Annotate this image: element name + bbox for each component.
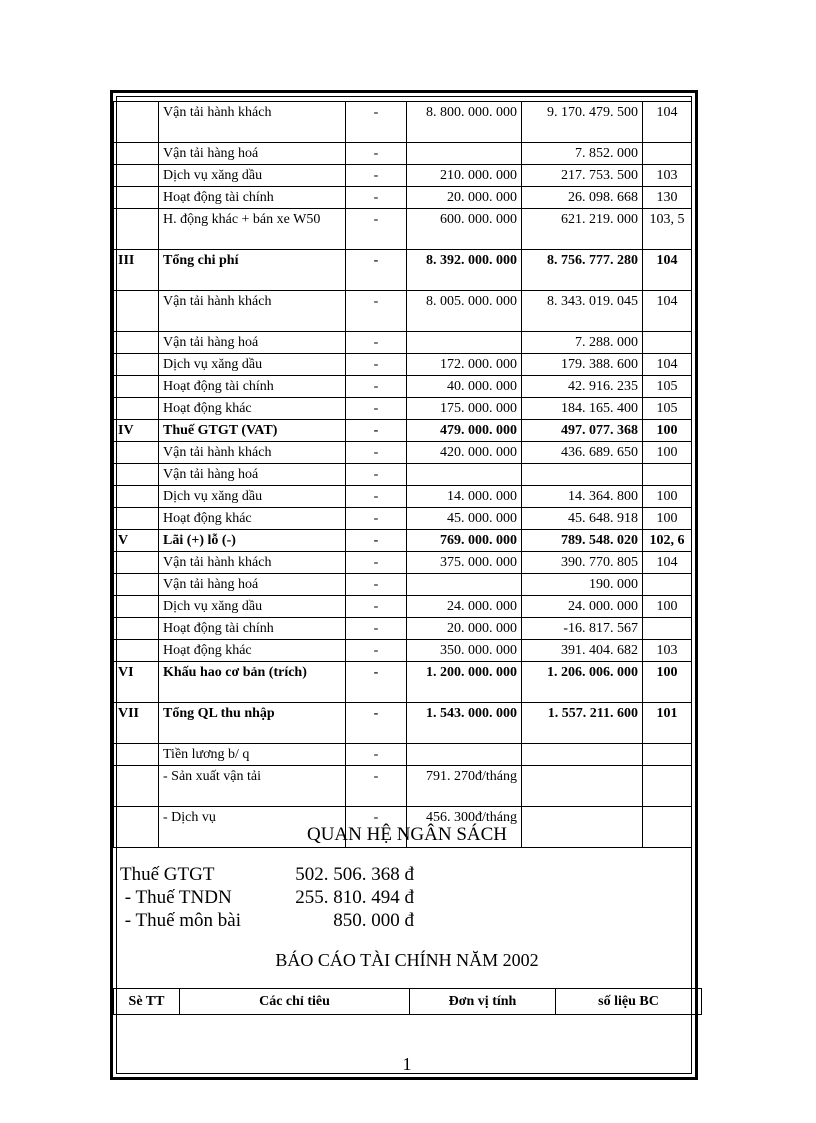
report-title: BÁO CÁO TÀI CHÍNH NĂM 2002 — [275, 950, 539, 970]
tax-label: - Thuế TNDN — [120, 887, 232, 908]
table-row: Dịch vụ xăng dầu - 14. 000. 000 14. 364. 800 100 — [114, 486, 692, 508]
tax-label: - Thuế môn bài — [120, 910, 242, 931]
table-header-row — [114, 989, 702, 1015]
table-row: Hoạt động khác - 350. 000. 000 391. 404. 682 103 — [114, 640, 692, 662]
page-number: 1 — [402, 1054, 412, 1074]
header-cell: Đơn vị tính — [410, 989, 556, 1015]
tax-value: 850. 000 đ — [333, 910, 414, 931]
table-row: IV Thuế GTGT (VAT) - 479. 000. 000 497. 077. 368 100 — [114, 420, 692, 442]
table-row: H. động khác + bán xe W50 - 600. 000. 000 621. 219. 000 103, 5 — [114, 209, 692, 250]
table-row: VI Khấu hao cơ bản (trích) - 1. 200. 000. 000 1. 206. 006. 000 100 — [114, 662, 692, 703]
table-row: Vận tải hành khách - 375. 000. 000 390. 770. 805 104 — [114, 552, 692, 574]
budget-title: QUAN HỆ NGÂN SÁCH — [306, 824, 508, 845]
table-row: Vận tải hàng hoá - 190. 000 — [114, 574, 692, 596]
table-row: Vận tải hàng hoá - 7. 852. 000 — [114, 143, 692, 165]
table-row: Vận tải hàng hoá - 7. 288. 000 — [114, 332, 692, 354]
table-row: Hoạt động tài chính - 20. 000. 000 26. 098. 668 130 — [114, 187, 692, 209]
table-row: Hoạt động khác - 175. 000. 000 184. 165. 400 105 — [114, 398, 692, 420]
table-row: V Lãi (+) lỗ (-) - 769. 000. 000 789. 548. 020 102, 6 — [114, 530, 692, 552]
table-row: Vận tải hành khách - 420. 000. 000 436. 689. 650 100 — [114, 442, 692, 464]
report-header-table — [113, 988, 702, 1015]
tax-value: 502. 506. 368 đ — [295, 864, 414, 885]
table-row: Dịch vụ xăng dầu - 210. 000. 000 217. 753. 500 103 — [114, 165, 692, 187]
table-row: Hoạt động tài chính - 40. 000. 000 42. 916. 235 105 — [114, 376, 692, 398]
tax-label: Thuế GTGT — [120, 864, 215, 885]
table-row: - Sản xuất vận tải - 791. 270đ/tháng — [114, 766, 692, 807]
header-cell: Sè TT — [114, 989, 180, 1015]
header-cell: số liệu BC — [556, 989, 702, 1015]
table-row: - Dịch vụ - 456. 300đ/tháng — [114, 807, 692, 848]
header-cell: Các chỉ tiêu — [180, 989, 410, 1015]
table-row: VII Tổng QL thu nhập - 1. 543. 000. 000 1. 557. 211. 600 101 — [114, 703, 692, 744]
tax-value: 255. 810. 494 đ — [295, 887, 414, 908]
table-row: Dịch vụ xăng dầu - 24. 000. 000 24. 000. 000 100 — [114, 596, 692, 618]
table-row: Tiền lương b/ q - — [114, 744, 692, 766]
table-row: Dịch vụ xăng dầu - 172. 000. 000 179. 388. 600 104 — [114, 354, 692, 376]
table-row: Hoạt động khác - 45. 000. 000 45. 648. 918 100 — [114, 508, 692, 530]
table-row: Hoạt động tài chính - 20. 000. 000 -16. 817. 567 — [114, 618, 692, 640]
table-row: III Tổng chi phí - 8. 392. 000. 000 8. 756. 777. 280 104 — [114, 250, 692, 291]
financial-table — [113, 101, 692, 848]
table-row: Vận tải hàng hoá - — [114, 464, 692, 486]
table-row: Vận tải hành khách - 8. 005. 000. 000 8. 343. 019. 045 104 — [114, 291, 692, 332]
table-row: Vận tải hành khách - 8. 800. 000. 000 9. 170. 479. 500 104 — [114, 102, 692, 143]
